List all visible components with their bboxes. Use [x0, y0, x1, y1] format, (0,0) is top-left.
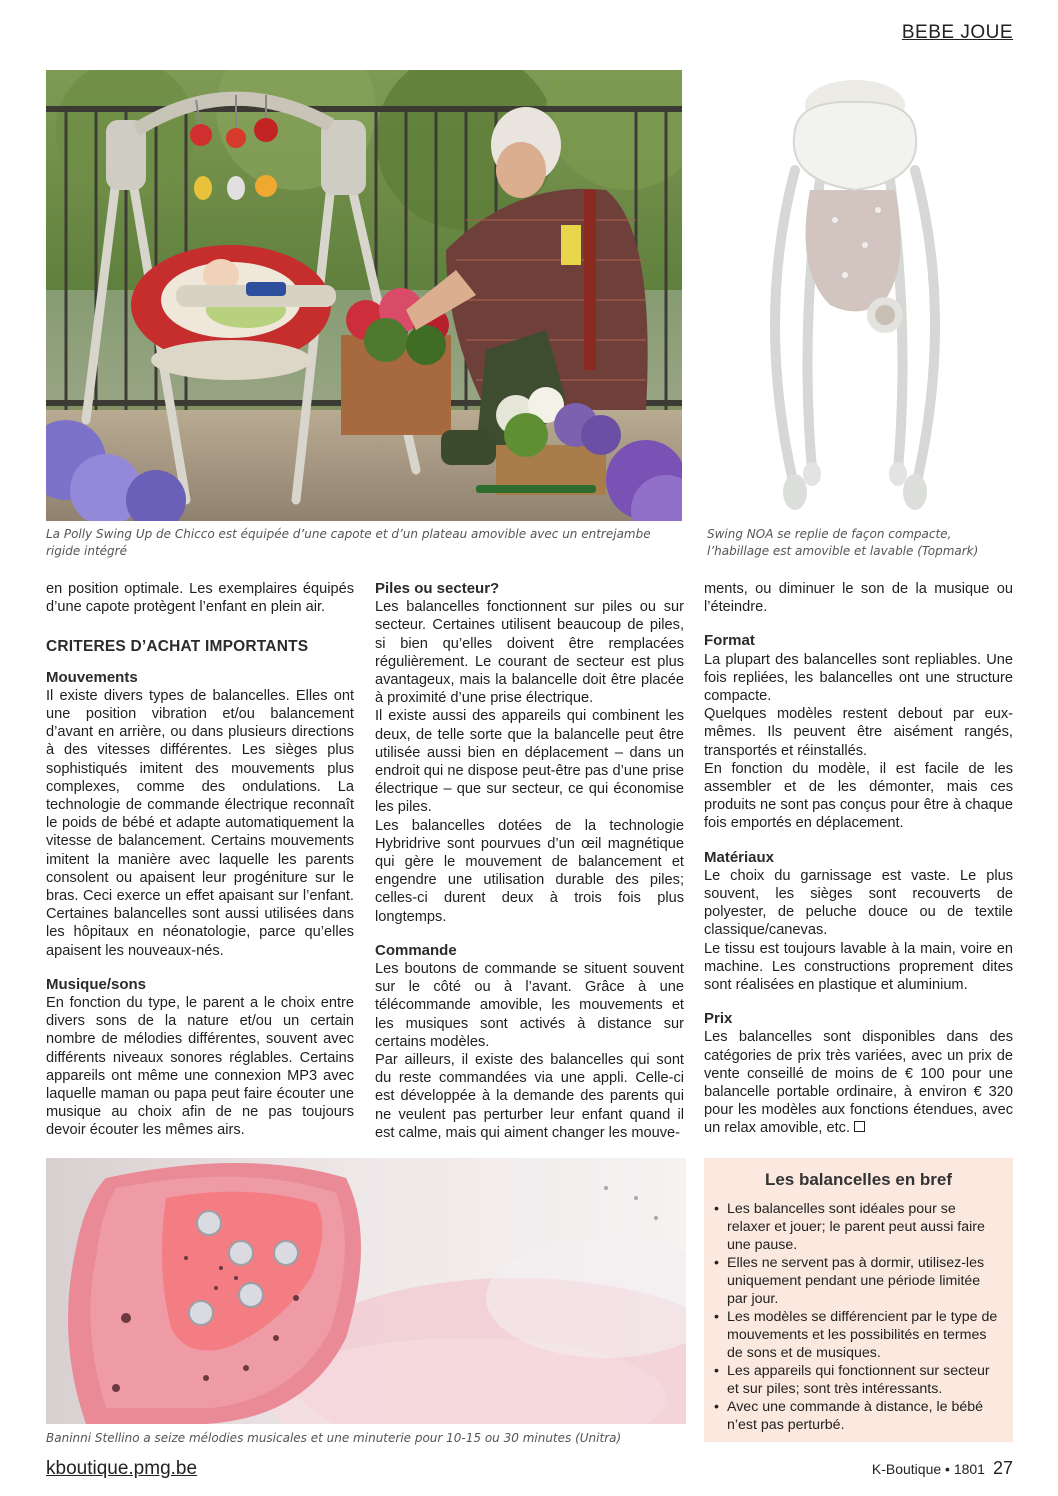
swing-noa-illustration: [700, 70, 1020, 520]
paragraph-commande-1: Les boutons de commande se situent souvent sur le côté ou à l’avant. Grâce à une télécommande amovible, les mouvements et les musiques sont activés à distance sur certains modèles.: [375, 961, 684, 1050]
summary-item: • Elles ne servent pas à dormir, utilisez-les uniquement pendant une période limitée par jour.: [714, 1254, 999, 1308]
garden-scene-illustration: [46, 70, 682, 521]
article-column-2: [375, 580, 684, 1142]
section-tag: BEBE JOUE: [901, 22, 1013, 43]
heading-mouvements: Mouvements: [46, 668, 138, 686]
caption-swing-noa: [707, 526, 1027, 560]
remote-control-illustration: [46, 1158, 686, 1424]
paragraph-prix: [704, 1028, 1013, 1137]
paragraph-materiaux-1: Le choix du garnissage est vaste. Le plus souvent, les sièges sont recouverts de polyester, de peluche douce ou de textile classique/canevas.: [704, 867, 1013, 939]
summary-item: • Les balancelles sont idéales pour se relaxer et jouer; le parent peut aussi faire une pause.: [714, 1200, 999, 1254]
caption-baninni-stellino: Baninni Stellino a seize mélodies musicales et une minuterie pour 10-15 ou 30 minutes (Unitra): [46, 1431, 622, 1445]
paragraph-commande-2: Par ailleurs, il existe des balancelles qui sont du reste commandées via une appli. Celle-ci est développée à la demande des parents qui ne veulent pas perturber leur enfant quand il est calme, mais qui aiment changer les mouve-: [375, 1052, 684, 1141]
end-of-article-icon: [854, 1121, 865, 1132]
summary-item: • Les appareils qui fonctionnent sur secteur et sur piles; sont très intéressants.: [714, 1362, 999, 1398]
paragraph-musique: En fonction du type, le parent a le choix entre divers sons de la nature et/ou un certain nombre de mélodies différentes, souvent avec différents niveaux sonores réglables. Certains appareils ont même une connexion MP3 avec laquelle maman ou papa peut faire écouter une musique au choix afin de ne pas toujours devoir écouter les mêmes airs.: [46, 995, 354, 1139]
page-number: 27: [992, 1458, 1013, 1478]
photo-baninni-stellino: [46, 1158, 686, 1424]
caption-swing-noa-line1: Swing NOA se replie de façon compacte,: [707, 527, 952, 541]
paragraph-format-1: La plupart des balancelles sont repliables. Une fois repliées, les balancelles ont une structure compacte.: [704, 651, 1013, 705]
heading-materiaux: Matériaux: [704, 848, 775, 866]
summary-box: [704, 1158, 1013, 1442]
paragraph-intro: en position optimale. Les exemplaires équipés d’une capote protègent l’enfant en plein air.: [46, 581, 354, 616]
website-link[interactable]: kboutique.pmg.be: [46, 1458, 198, 1479]
heading-criteres: CRITERES D’ACHAT IMPORTANTS: [46, 638, 309, 656]
issue-label: K-Boutique • 1801: [871, 1461, 985, 1477]
article-column-3: [704, 580, 1013, 1138]
summary-item: • Les modèles se différencient par le type de mouvements et les possibilités en termes de sons et de musiques.: [714, 1308, 999, 1362]
paragraph-format-3: En fonction du modèle, il est facile de les assembler et de les démonter, mais ces produits ne sont pas conçus pour être à chaque fois emportés en déplacement.: [704, 760, 1013, 832]
page-footer-info: [872, 1458, 1013, 1479]
heading-format: Format: [704, 632, 755, 650]
paragraph-continued: ments, ou diminuer le son de la musique ou l’éteindre.: [704, 581, 1013, 616]
paragraph-mouvements: Il existe divers types de balancelles. Elles ont une position vibration et/ou balancement d’avant en arrière, ou dans plusieurs directions à des vitesses différentes. Les sièges plus sophistiqués imitent des mouvements plus complexes, comme des ondulations. La technologie de commande électrique reconnaît le poids de bébé et adapte automatiquement la vitesse de balancement. Certains mouvements imitent la manière avec laquelle les parents consolent ou apaisent leur progéniture sur le bras. Ceci exerce un effet apaisant sur l’enfant. Certaines balancelles sont aussi utilisées dans les hôpitaux en néonatologie, parce qu’elles apaisent les nouveaux-nés.: [46, 687, 354, 959]
summary-item: • Avec une commande à distance, le bébé n’est pas perturbé.: [714, 1398, 999, 1434]
caption-polly-swing: La Polly Swing Up de Chicco est équipée d’une capote et d’un plateau amovible avec un entrejambe rigide intégré: [46, 527, 651, 558]
paragraph-prix-text: Les balancelles sont disponibles dans des catégories de prix très variées, avec un prix de vente conseillé de moins de € 100 pour une balancelle portable ordinaire, à environ € 320 pour les modèles aux fonctions étendues, avec un relax amovible, etc.: [704, 1029, 1013, 1137]
heading-prix: Prix: [704, 1010, 733, 1028]
article-column-1: [46, 580, 354, 1140]
paragraph-piles-2: Il existe aussi des appareils qui combinent les deux, de telle sorte que la balancelle peut être utilisée aussi bien en déplacement – dans un endroit qui ne dispose peut-être pas d’une prise électrique – que sur secteur, ce qui économise les piles.: [375, 708, 684, 816]
paragraph-piles-1: Les balancelles fonctionnent sur piles ou sur secteur. Certaines utilisent beaucoup de piles, si bien qu’elles doivent être remplacées régulièrement. Le courant de secteur est plus avantageux, mais la balancelle doit être placée à proximité d’une prise électrique.: [375, 599, 684, 707]
photo-polly-swing: [46, 70, 682, 521]
paragraph-format-2: Quelques modèles restent debout par eux-mêmes. Ils peuvent être aisément rangés, transportés et réinstallés.: [704, 706, 1013, 759]
heading-piles: Piles ou secteur?: [375, 580, 500, 597]
summary-list: [704, 1200, 1013, 1434]
photo-swing-noa: [700, 70, 1020, 520]
paragraph-materiaux-2: Le tissu est toujours lavable à la main, voire en machine. Les constructions proprement dites sont réalisées en plastique et aluminium.: [704, 940, 1013, 994]
caption-swing-noa-line2: l’habillage est amovible et lavable (Topmark): [707, 544, 979, 558]
paragraph-piles-3: Les balancelles dotées de la technologie Hybridrive sont pourvues d’un œil magnétique qui gère le mouvement de balancement et engendre une utilisation durable des piles; celles-ci durent deux à trois fois plus longtemps.: [375, 817, 684, 925]
heading-commande: Commande: [375, 941, 457, 959]
heading-musique: Musique/sons: [46, 975, 147, 993]
summary-box-title: Les balancelles en bref: [764, 1170, 953, 1189]
